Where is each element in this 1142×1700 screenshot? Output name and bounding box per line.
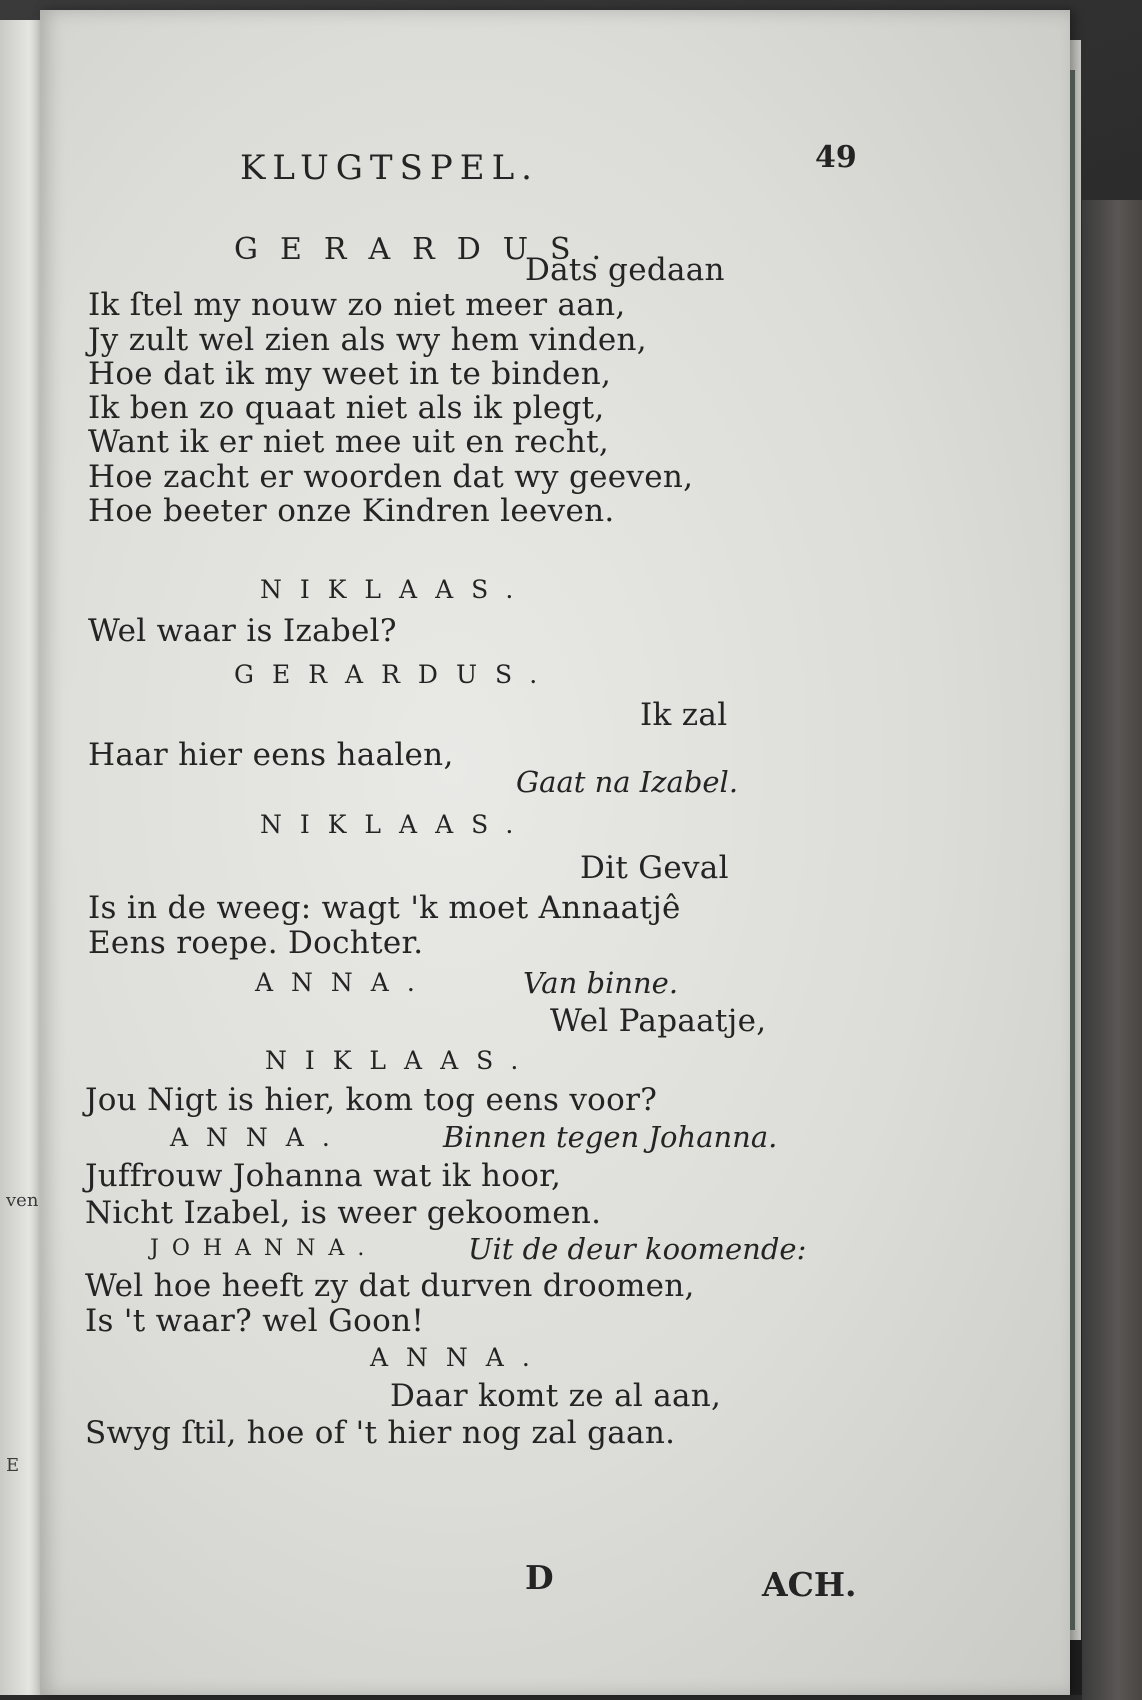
speaker-name: ANNA. (170, 1123, 348, 1152)
verse-line: Ik ben zo quaat niet als ik plegt, (88, 390, 605, 426)
verse-line: Is 't waar? wel Goon! (85, 1303, 425, 1339)
speaker-name: ANNA. (255, 968, 433, 997)
book-page (40, 10, 1070, 1695)
running-header-title: KLUGTSPEL. (240, 148, 539, 188)
verse-line: Swyg ſtil, hoe of 't hier nog zal gaan. (85, 1415, 676, 1451)
stage-direction: Binnen tegen Johanna. (443, 1120, 778, 1154)
stage-direction: Uit de deur koomende: (468, 1232, 807, 1266)
speaker-name: ANNA. (370, 1343, 548, 1372)
verse-line: Want ik er niet mee uit en recht, (88, 424, 610, 460)
stage-direction: Gaat na Izabel. (516, 765, 739, 799)
verse-line: Wel waar is Izabel? (88, 613, 397, 649)
verse-line: Hoe beeter onze Kindren leeven. (88, 493, 615, 529)
speaker-name: NIKLAAS. (265, 1046, 537, 1075)
facing-page-fragment: E (6, 1455, 20, 1476)
verse-line: Dit Geval (580, 850, 729, 886)
stage-direction: Van binne. (523, 966, 679, 1000)
verse-line: Dats gedaan (525, 252, 725, 288)
background-fabric (1082, 200, 1142, 1700)
facing-page-fragment: ven (6, 1190, 39, 1211)
speaker-name: GERARDUS. (234, 660, 556, 689)
speaker-name: JOHANNA. (150, 1236, 378, 1261)
verse-line: Hoe dat ik my weet in te binden, (88, 356, 612, 392)
verse-line: Wel hoe heeft zy dat durven droomen, (85, 1268, 695, 1304)
verse-line: Eens roepe. Dochter. (88, 925, 424, 961)
verse-line: Ik ſtel my nouw zo niet meer aan, (88, 287, 626, 323)
verse-line: Wel Papaatje, (550, 1003, 767, 1039)
verse-line: Ik zal (640, 697, 728, 733)
speaker-name: GERARDUS. (234, 232, 624, 267)
verse-line: Nicht Izabel, is weer gekoomen. (85, 1195, 602, 1231)
verse-line: Daar komt ze al aan, (390, 1378, 722, 1414)
speaker-name: NIKLAAS. (260, 810, 532, 839)
verse-line: Juffrouw Johanna wat ik hoor, (85, 1158, 562, 1194)
catchword: ACH. (762, 1565, 857, 1604)
verse-line: Jy zult wel zien als wy hem vinden, (88, 322, 647, 358)
speaker-name: NIKLAAS. (260, 575, 532, 604)
page-number: 49 (815, 140, 857, 175)
verse-line: Hoe zacht er woorden dat wy geeven, (88, 459, 694, 495)
verse-line: Is in de weeg: wagt 'k moet Annaatjê (88, 890, 681, 926)
signature-mark: D (525, 1558, 554, 1597)
verse-line: Jou Nigt is hier, kom tog eens voor? (85, 1082, 658, 1118)
verse-line: Haar hier eens haalen, (88, 737, 454, 773)
